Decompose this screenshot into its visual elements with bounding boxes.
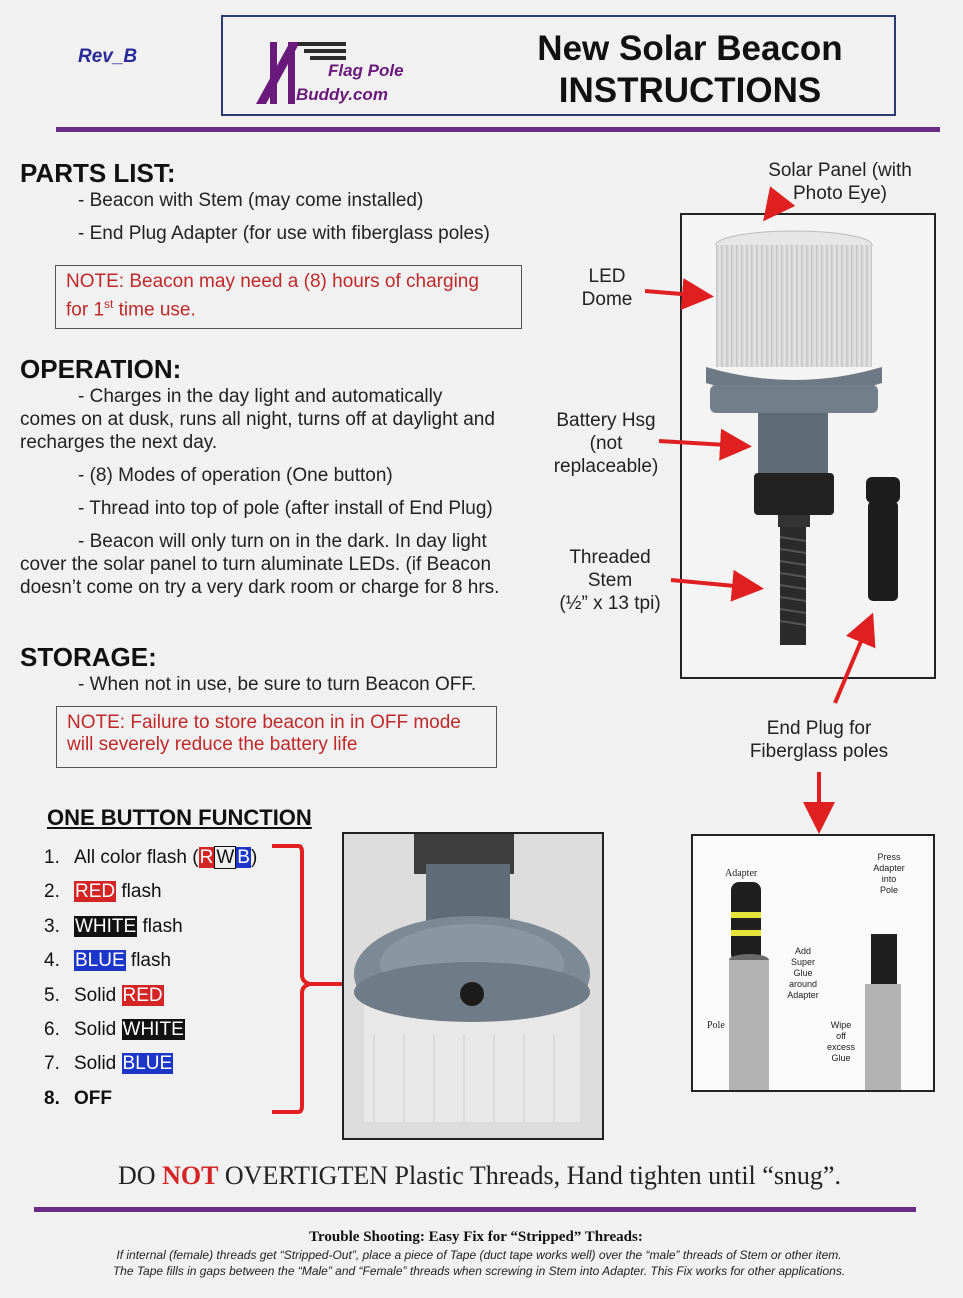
- operation-item-thread: - Thread into top of pole (after install of End Plug): [78, 498, 493, 519]
- callout-battery-housing: Battery Hsg (not replaceable): [553, 410, 659, 477]
- arrow-solar-panel: [768, 197, 782, 215]
- mode-item: 4. BLUE flash: [44, 950, 172, 972]
- mode-item: 2. RED flash: [44, 881, 162, 903]
- parts-item: - End Plug Adapter (for use with fiberglass poles): [78, 223, 490, 244]
- button-illustration: [344, 834, 602, 1138]
- parts-heading: PARTS LIST:: [20, 158, 176, 188]
- charging-note-line2: for 1st time use.: [66, 297, 196, 321]
- label-adapter: Adapter: [725, 868, 758, 879]
- title-line1: New Solar Beacon: [537, 29, 843, 68]
- troubleshooting-text: If internal (female) threads get “Stripped-Out”, place a piece of Tape (duct tape works well) over the “male” threads of Stem or other item. The Tape fills in gaps between the “Male” and “Female” threads when screwing in Stem into Adapter. This Fix works for other applications.: [112, 1248, 846, 1278]
- tightening-warning: DO NOT OVERTIGTEN Plastic Threads, Hand tighten until “snug”.: [118, 1161, 841, 1190]
- storage-item: - When not in use, be sure to turn Beacon OFF.: [78, 674, 477, 695]
- logo-line2: Buddy.com: [296, 85, 388, 104]
- callout-solar-panel: Solar Panel (with Photo Eye): [768, 160, 912, 204]
- arrow-led-dome: [645, 291, 706, 296]
- mode-item: 7. Solid BLUE: [44, 1053, 173, 1075]
- mode-item: 1. All color flash (R W B): [44, 847, 258, 868]
- bottom-divider: [34, 1207, 916, 1212]
- mode-item: 8. OFF: [44, 1087, 112, 1109]
- charging-note-line1: NOTE: Beacon may need a (8) hours of charging: [66, 271, 479, 292]
- troubleshooting-heading: Trouble Shooting: Easy Fix for “Stripped” Threads:: [309, 1229, 643, 1245]
- callout-end-plug: End Plug for Fiberglass poles: [749, 718, 889, 762]
- label-add-glue: Add Super Glue around Adapter: [787, 946, 819, 1000]
- storage-note: NOTE: Failure to store beacon in in OFF mode will severely reduce the battery life: [56, 706, 497, 768]
- end-plug-install-diagram: [691, 834, 935, 1092]
- label-pole: Pole: [707, 1020, 725, 1031]
- title-line2: INSTRUCTIONS: [558, 71, 822, 110]
- operation-paragraph-4: - Beacon will only turn on in the dark. In day light cover the solar panel to turn aluminate LEDs. (if Beacon doesn’t come on try a very dark room or charge for 8 hrs.: [20, 531, 500, 598]
- label-wipe-glue: Wipe off excess Glue: [826, 1020, 855, 1063]
- logo-line1: Flag Pole: [328, 61, 404, 80]
- callout-led-dome: LED Dome: [581, 266, 633, 310]
- operation-item-modes: - (8) Modes of operation (One button): [78, 465, 393, 486]
- arrow-stem: [671, 580, 756, 588]
- button-function-heading: ONE BUTTON FUNCTION: [47, 805, 312, 830]
- arrow-end-plug: [835, 620, 870, 703]
- operation-heading: OPERATION:: [20, 354, 182, 384]
- button-photo: [342, 832, 604, 1140]
- callout-threaded-stem: Threaded Stem (½” x 13 tpi): [559, 547, 661, 614]
- mode-item: 6. Solid WHITE: [44, 1018, 184, 1040]
- storage-heading: STORAGE:: [20, 642, 157, 672]
- mode-item: 5. Solid RED: [44, 984, 163, 1006]
- operation-paragraph-1: - Charges in the day light and automatically comes on at dusk, runs all night, turns off at daylight and recharges the next day.: [20, 386, 495, 453]
- parts-item: - Beacon with Stem (may come installed): [78, 190, 424, 211]
- button-mode-list: [44, 846, 284, 1121]
- label-press-adapter: Press Adapter into Pole: [873, 852, 905, 895]
- mode-item: 3. WHITE flash: [44, 915, 183, 937]
- revision-label: Rev_B: [78, 46, 138, 67]
- arrow-battery: [659, 441, 744, 446]
